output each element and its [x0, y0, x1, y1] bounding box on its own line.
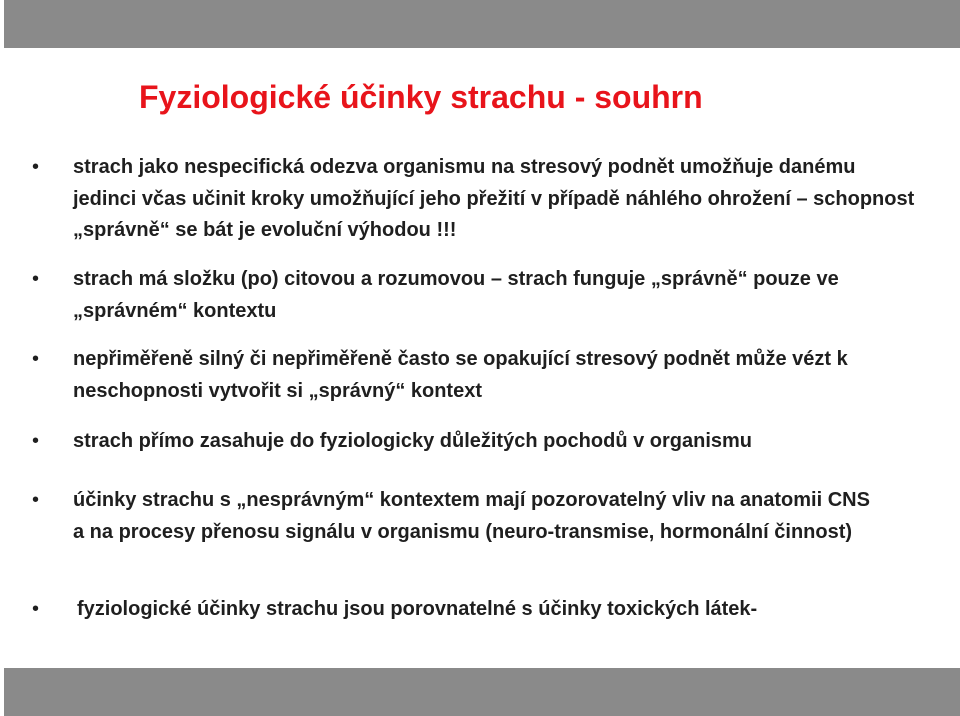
bullet-marker: •: [32, 489, 40, 511]
bullet-text: strach přímo zasahuje do fyziologicky důležitých pochodů v organismu: [73, 430, 753, 452]
bullet-item-2: [32, 264, 912, 327]
bullet-text: nepřiměřeně silný či nepřiměřeně často se opakující stresový podnět může vézt k neschopnosti vytvořit si „správný“ kontext: [73, 348, 848, 402]
bullet-text: účinky strachu s „nesprávným“ kontextem mají pozorovatelný vliv na anatomii CNS a na procesy přenosu signálu v organismu (neuro-transmise, hormonální činnost): [73, 489, 870, 543]
bullet-marker: •: [32, 598, 40, 620]
bullet-text: strach má složku (po) citovou a rozumovou – strach funguje „správně“ pouze ve „správném“ kontextu: [73, 268, 839, 322]
bullet-item-1: [32, 152, 915, 247]
bullet-item-6: [32, 594, 912, 626]
bullet-item-4: [32, 426, 912, 458]
bullet-item-3: [32, 344, 912, 407]
bullet-item-5: [32, 485, 912, 548]
bullet-text: fyziologické účinky strachu jsou porovnatelné s účinky toxických látek-: [77, 598, 758, 620]
bullet-marker: •: [32, 348, 40, 370]
bottom-decorative-bar: [4, 668, 960, 716]
bullet-marker: •: [32, 430, 40, 452]
top-decorative-bar: [4, 0, 960, 48]
bullet-marker: •: [32, 156, 40, 178]
slide-title: Fyziologické účinky strachu - souhrn: [139, 79, 703, 115]
bullet-marker: •: [32, 268, 40, 290]
bullet-text: strach jako nespecifická odezva organismu na stresový podnět umožňuje danému jedinci včas učinit kroky umožňující jeho přežití v případě náhlého ohrožení – schopnost „správně“ se bát je evoluční výhodou !!!: [73, 156, 915, 241]
